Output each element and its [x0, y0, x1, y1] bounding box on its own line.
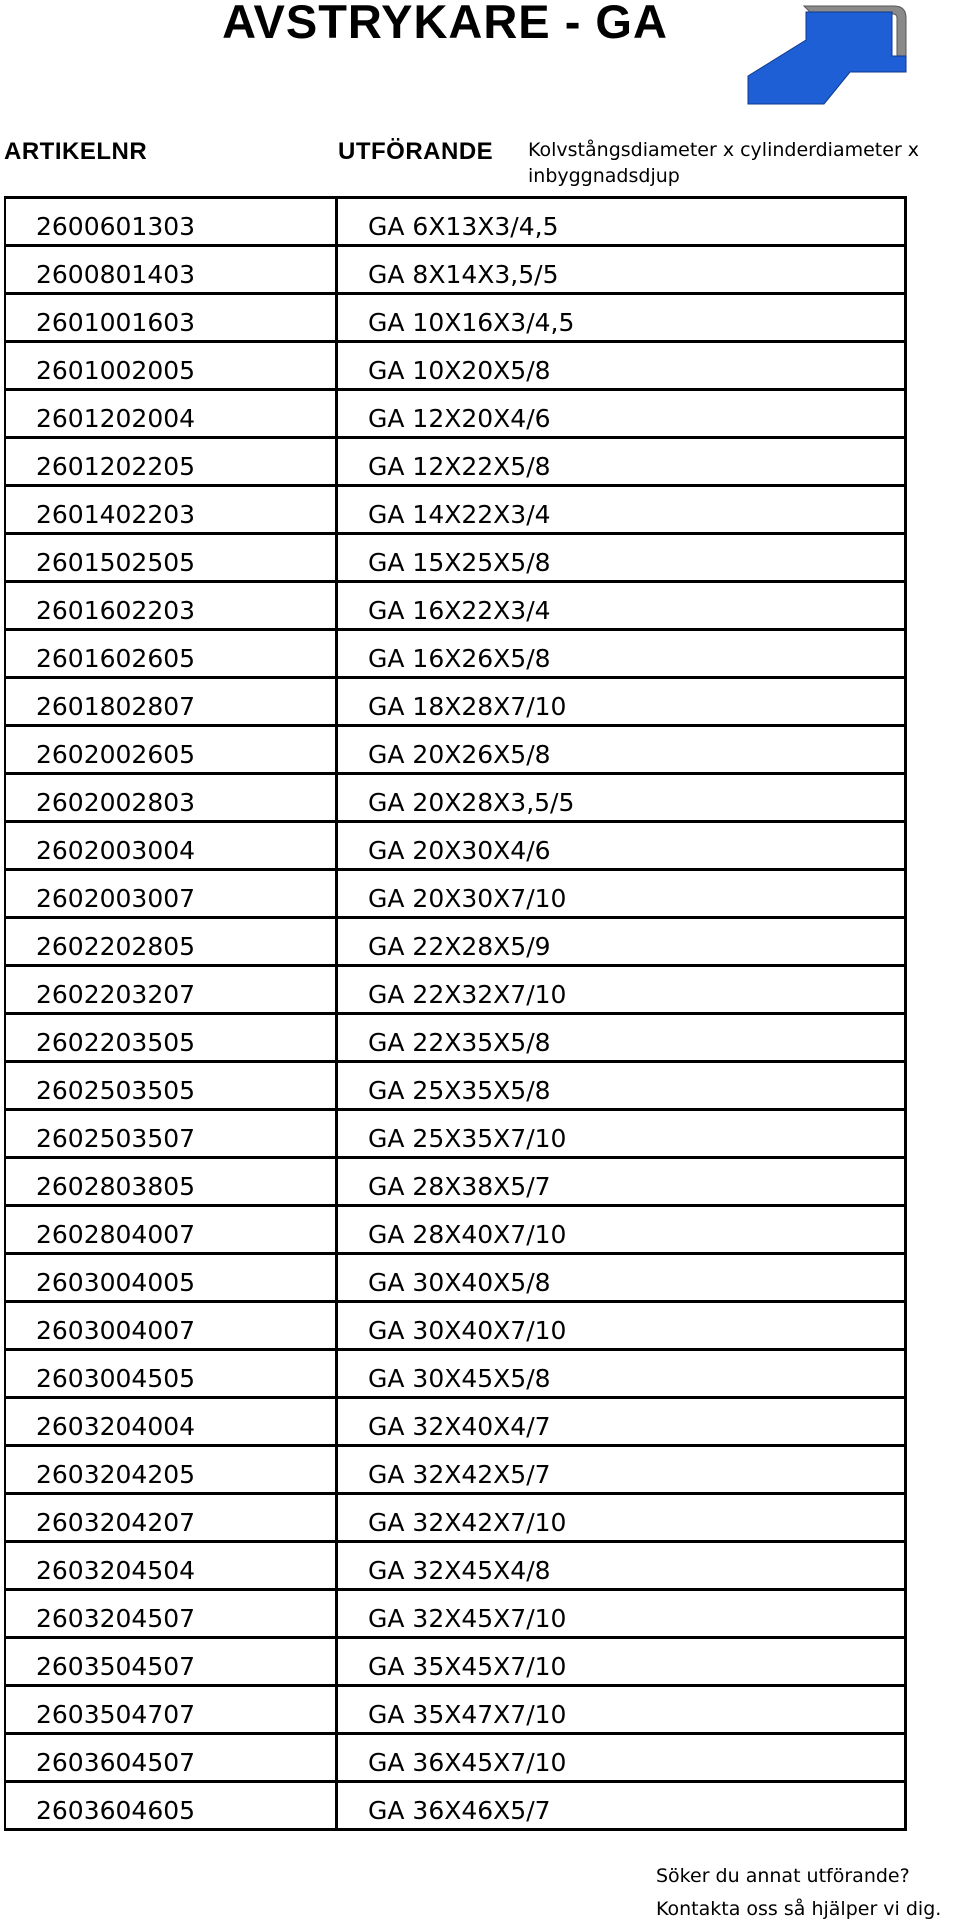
design-cell: GA 8X14X3,5/5 [368, 260, 559, 289]
table-row [6, 1255, 904, 1303]
table-row [6, 1303, 904, 1351]
table-row [6, 1063, 904, 1111]
design-cell: GA 36X46X5/7 [368, 1796, 551, 1825]
article-number-cell: 2601202205 [6, 439, 338, 484]
article-number-cell: 2603004505 [6, 1351, 338, 1396]
article-number-cell: 2603204507 [6, 1591, 338, 1636]
table-row [6, 295, 904, 343]
article-number-cell: 2601602203 [6, 583, 338, 628]
article-number-cell: 2603204004 [6, 1399, 338, 1444]
wiper-seal-profile-icon [742, 0, 912, 108]
table-row [6, 1591, 904, 1639]
table-row [6, 487, 904, 535]
design-cell: GA 10X20X5/8 [368, 356, 551, 385]
design-cell: GA 35X47X7/10 [368, 1700, 567, 1729]
article-number-cell: 2602003007 [6, 871, 338, 916]
article-number-cell: 2603004007 [6, 1303, 338, 1348]
design-cell: GA 12X20X4/6 [368, 404, 551, 433]
article-number-cell: 2603504707 [6, 1687, 338, 1732]
design-cell: GA 16X26X5/8 [368, 644, 551, 673]
design-cell: GA 20X30X4/6 [368, 836, 551, 865]
table-row [6, 535, 904, 583]
article-number-cell: 2603604507 [6, 1735, 338, 1780]
article-number-cell: 2600801403 [6, 247, 338, 292]
article-number-cell: 2603504507 [6, 1639, 338, 1684]
contact-note [656, 1860, 960, 1926]
article-number-cell: 2602203505 [6, 1015, 338, 1060]
table-row [6, 1111, 904, 1159]
article-number-cell: 2600601303 [6, 199, 338, 244]
design-cell: GA 20X30X7/10 [368, 884, 567, 913]
table-row [6, 439, 904, 487]
article-number-cell: 2603204205 [6, 1447, 338, 1492]
contact-line-1: Söker du annat utförande? [656, 1865, 910, 1887]
design-cell: GA 35X45X7/10 [368, 1652, 567, 1681]
article-number-cell: 2602002803 [6, 775, 338, 820]
design-cell: GA 32X40X4/7 [368, 1412, 551, 1441]
table-row [6, 1015, 904, 1063]
design-cell: GA 14X22X3/4 [368, 500, 551, 529]
design-cell: GA 16X22X3/4 [368, 596, 551, 625]
article-number-cell: 2603604605 [6, 1783, 338, 1828]
article-number-cell: 2602803805 [6, 1159, 338, 1204]
article-number-cell: 2602804007 [6, 1207, 338, 1252]
article-number-cell: 2602202805 [6, 919, 338, 964]
article-number-cell: 2602503507 [6, 1111, 338, 1156]
design-cell: GA 15X25X5/8 [368, 548, 551, 577]
table-row [6, 1447, 904, 1495]
design-cell: GA 22X35X5/8 [368, 1028, 551, 1057]
table-row [6, 1783, 904, 1831]
design-cell: GA 20X28X3,5/5 [368, 788, 575, 817]
table-row [6, 1639, 904, 1687]
article-number-cell: 2602002605 [6, 727, 338, 772]
table-row [6, 199, 904, 247]
article-number-cell: 2601001603 [6, 295, 338, 340]
design-cell: GA 28X38X5/7 [368, 1172, 551, 1201]
table-row [6, 1495, 904, 1543]
design-cell: GA 22X32X7/10 [368, 980, 567, 1009]
table-row [6, 391, 904, 439]
table-row [6, 967, 904, 1015]
table-row [6, 583, 904, 631]
column-header-design: UTFÖRANDE [338, 138, 494, 165]
table-row [6, 1735, 904, 1783]
design-cell: GA 22X28X5/9 [368, 932, 551, 961]
design-cell: GA 6X13X3/4,5 [368, 212, 559, 241]
table-row [6, 1159, 904, 1207]
table-row [6, 679, 904, 727]
table-row [6, 727, 904, 775]
design-cell: GA 18X28X7/10 [368, 692, 567, 721]
table-row [6, 1687, 904, 1735]
table-row [6, 247, 904, 295]
contact-line-2: Kontakta oss så hjälper vi dig. [656, 1898, 942, 1920]
article-number-cell: 2601502505 [6, 535, 338, 580]
article-number-cell: 2601602605 [6, 631, 338, 676]
table-row [6, 343, 904, 391]
article-number-cell: 2601002005 [6, 343, 338, 388]
table-row [6, 823, 904, 871]
design-cell: GA 12X22X5/8 [368, 452, 551, 481]
article-number-cell: 2601802807 [6, 679, 338, 724]
design-cell: GA 30X40X7/10 [368, 1316, 567, 1345]
design-cell: GA 20X26X5/8 [368, 740, 551, 769]
design-cell: GA 30X45X5/8 [368, 1364, 551, 1393]
design-cell: GA 28X40X7/10 [368, 1220, 567, 1249]
design-cell: GA 25X35X7/10 [368, 1124, 567, 1153]
article-number-cell: 2601402203 [6, 487, 338, 532]
article-number-cell: 2602003004 [6, 823, 338, 868]
design-cell: GA 25X35X5/8 [368, 1076, 551, 1105]
table-row [6, 1543, 904, 1591]
table-row [6, 775, 904, 823]
design-cell: GA 36X45X7/10 [368, 1748, 567, 1777]
table-row [6, 1399, 904, 1447]
design-cell: GA 32X45X4/8 [368, 1556, 551, 1585]
column-header-article: ARTIKELNR [4, 138, 148, 165]
table-row [6, 919, 904, 967]
design-cell: GA 32X42X7/10 [368, 1508, 567, 1537]
product-table [4, 196, 907, 1831]
article-number-cell: 2602203207 [6, 967, 338, 1012]
design-cell: GA 10X16X3/4,5 [368, 308, 575, 337]
article-number-cell: 2603204504 [6, 1543, 338, 1588]
table-row [6, 631, 904, 679]
article-number-cell: 2602503505 [6, 1063, 338, 1108]
design-cell: GA 32X42X5/7 [368, 1460, 551, 1489]
column-description: Kolvstångsdiameter x cylinderdiameter x inbyggnadsdjup [528, 139, 920, 187]
design-cell: GA 30X40X5/8 [368, 1268, 551, 1297]
page-title: AVSTRYKARE - GA [222, 0, 668, 48]
design-cell: GA 32X45X7/10 [368, 1604, 567, 1633]
table-row [6, 1351, 904, 1399]
article-number-cell: 2603004005 [6, 1255, 338, 1300]
table-row [6, 871, 904, 919]
article-number-cell: 2603204207 [6, 1495, 338, 1540]
article-number-cell: 2601202004 [6, 391, 338, 436]
table-row [6, 1207, 904, 1255]
